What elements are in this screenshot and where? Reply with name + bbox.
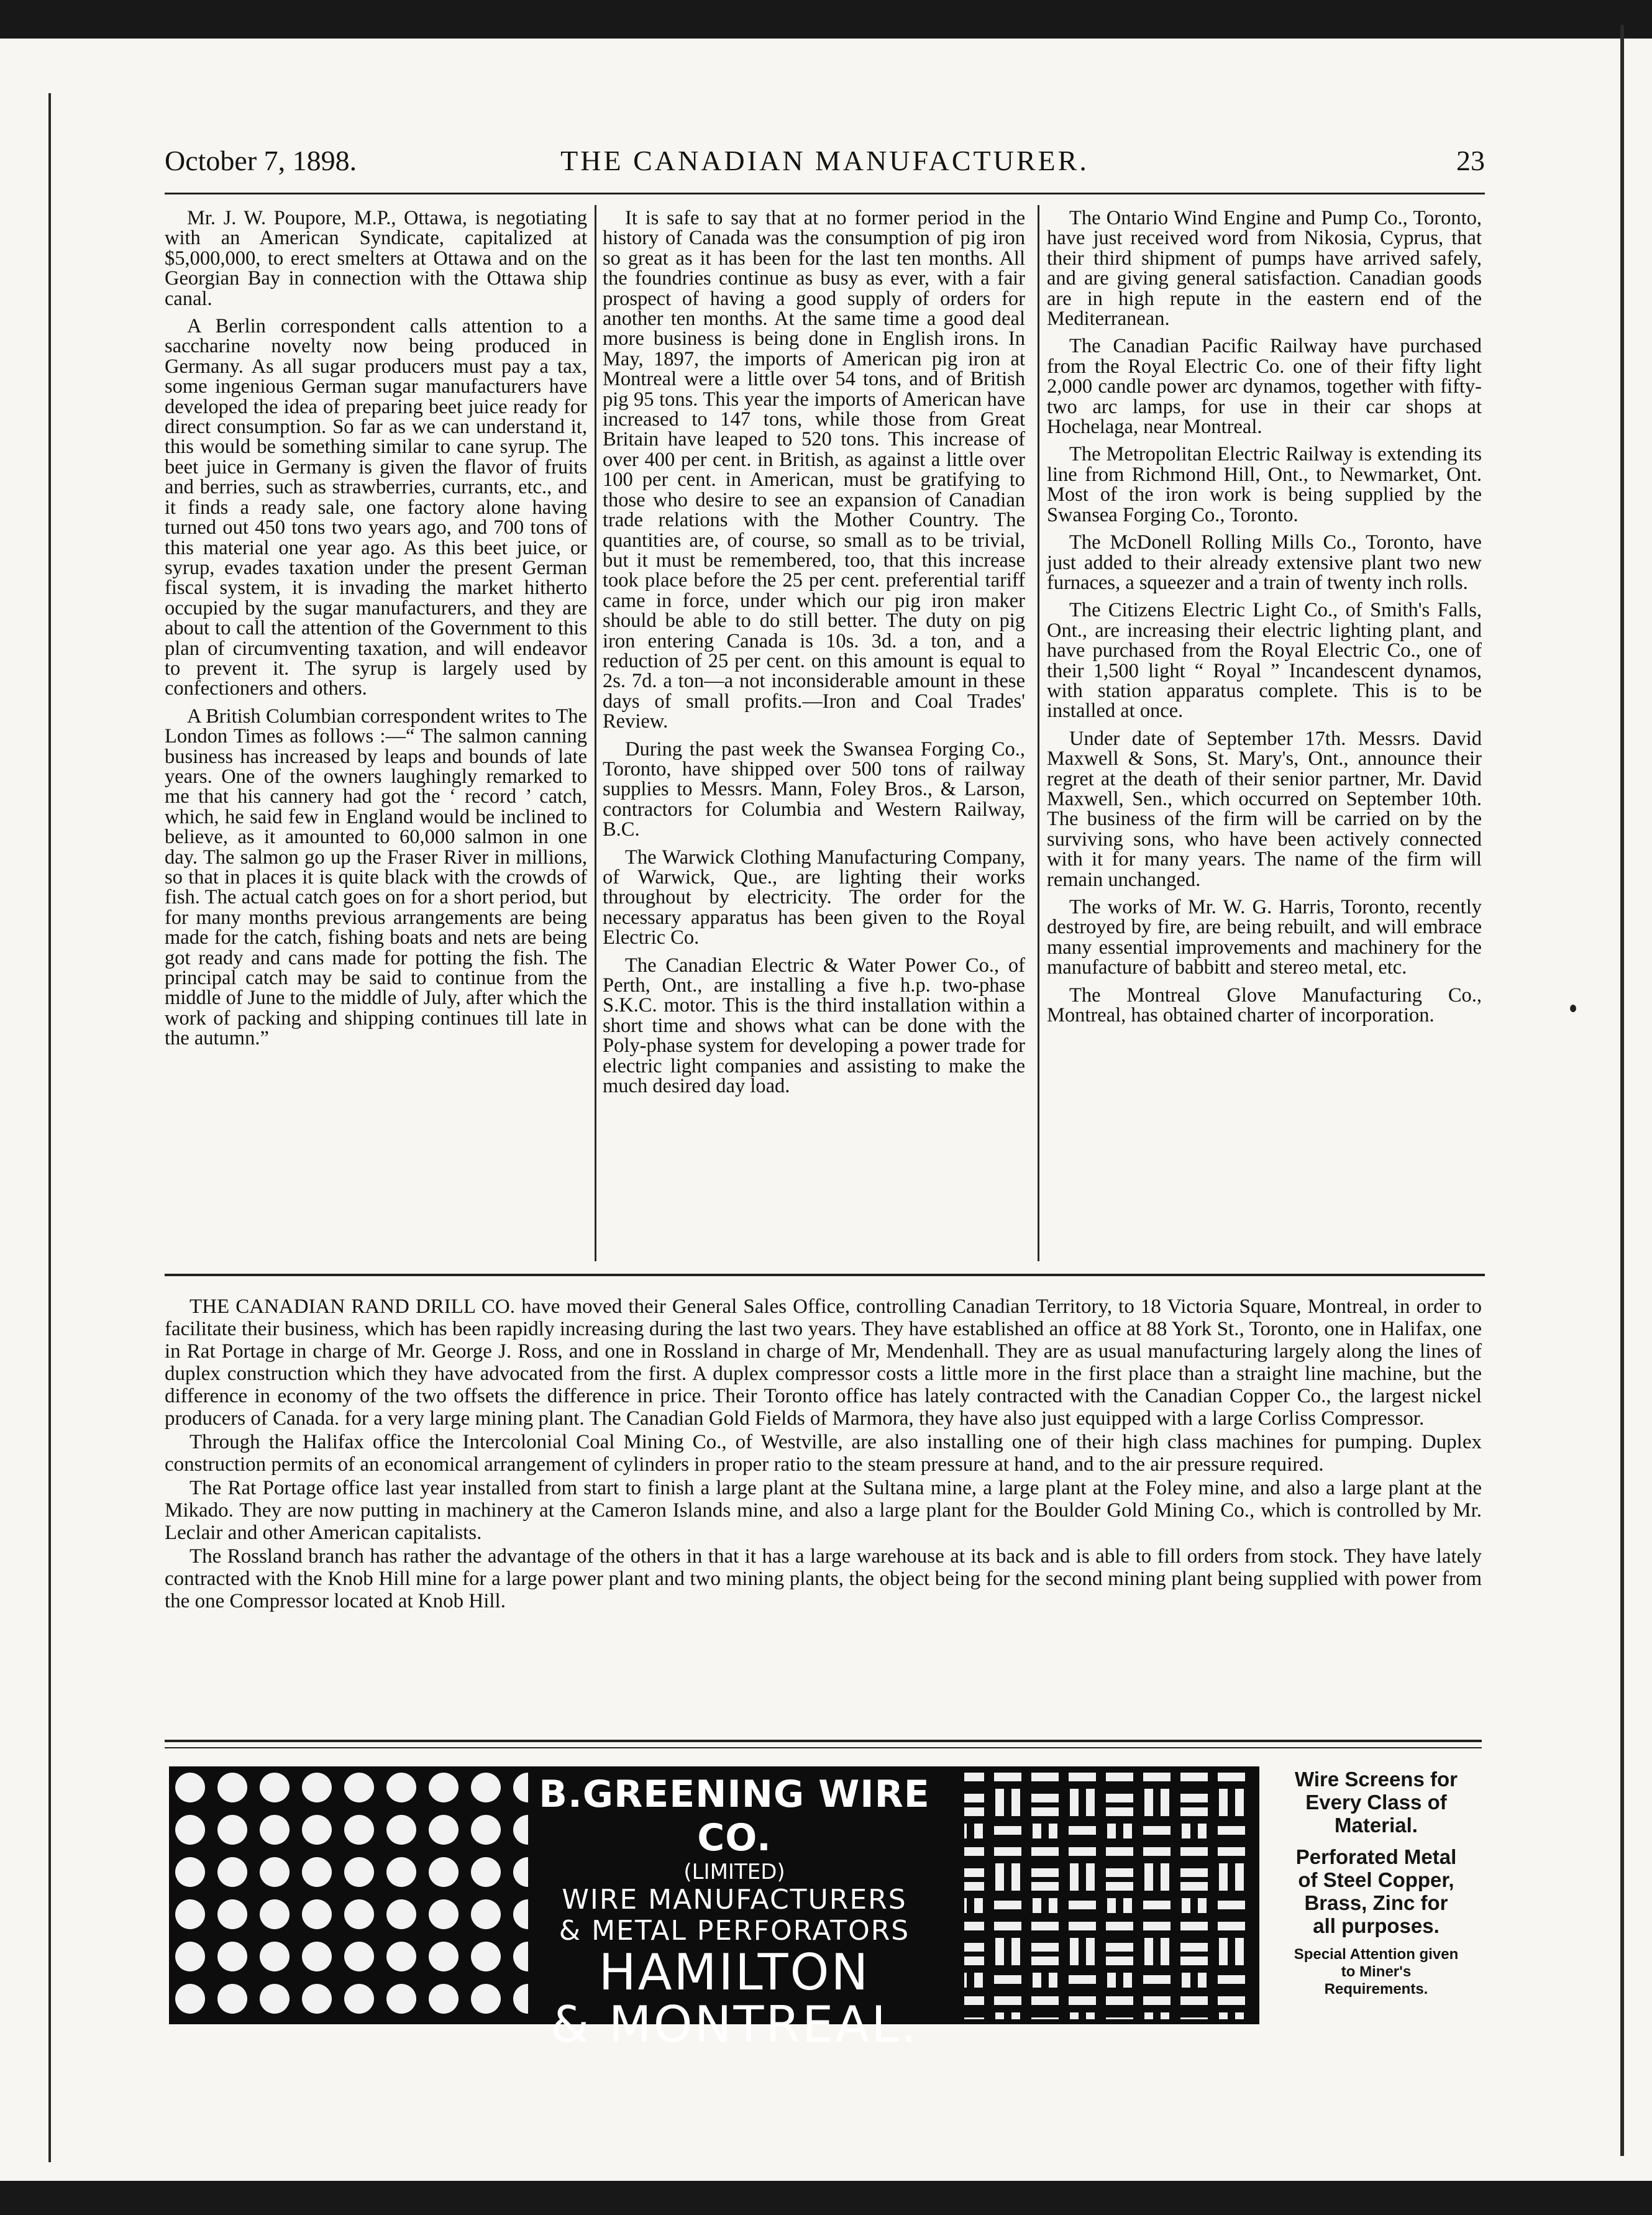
column-right xyxy=(1047,208,1482,1264)
news-item: It is safe to say that at no former period in the history of Canada was the consumption of pig iron so great as it has been for the last ten months. All the foundries continue as busy as ever, with a fair prospect of having a good supply of orders for another ten months. At the same time a good deal more business is being done in English irons. In May, 1897, the imports of American pig iron at Montreal were a little over 54 tons, and of British pig 95 tons. This year the imports of American have increased to 147 tons, while those from Great Britain have leaped to 520 tons. This increase of over 400 per cent. in British, as against a little over 100 per cent. in American, must be gratifying to those who desire to see an expansion of Canadian trade relations with the Mother Country. The quantities are, of course, so small as to be trivial, but it must be remembered, too, that this increase took place before the 25 per cent. preferential tariff came in force, under which our pig iron maker should be able to do still better. The duty on pig iron entering Canada is 10s. 3d. a ton, and a reduction of 25 per cent. on this amount is equal to 2s. 7d. a ton—a not inconsiderable amount in these days of small profits.—Iron and Coal Trades' Review. xyxy=(603,207,1025,733)
ad-city-hamilton: HAMILTON xyxy=(598,1943,870,2001)
column-middle xyxy=(603,208,1025,1264)
page-edge-left xyxy=(48,93,51,2162)
ad-city-montreal: & MONTREAL. xyxy=(550,1996,919,2053)
news-item: The works of Mr. W. G. Harris, Toronto, recently destroyed by fire, are being rebuilt, and will embrace many essential improvements and machinery for the manufacture of babbitt and stereo metal, etc. xyxy=(1047,896,1482,979)
article-paragraph: Through the Halifax office the Intercolonial Coal Mining Co., of Westville, are also installing one of their high class machines for pumping. Duplex construction permits of an economical arrangement of cylinders in proper ratio to the steam pressure at hand, and to the air pressure required. xyxy=(165,1431,1482,1476)
news-item: The Citizens Electric Light Co., of Smith's Falls, Ont., are increasing their electric lighting plant, and have purchased from the Royal Electric Co., one of their 1,500 light “ Royal ” Incandescent dynamos, with station apparatus complete. This is to be installed at once. xyxy=(1047,599,1482,723)
ad-limited: (LIMITED) xyxy=(683,1860,785,1884)
ad-rule-top xyxy=(165,1740,1482,1742)
page-edge-right xyxy=(1620,25,1624,2156)
running-head xyxy=(165,144,1485,181)
news-item: The Montreal Glove Manufacturing Co., Montreal, has obtained charter of incorporation. xyxy=(1047,984,1482,1027)
news-item: The Metropolitan Electric Railway is extending its line from Richmond Hill, Ont., to Newmarket, Ont. Most of the iron work is being supplied by the Swansea Forging Co., Toronto. xyxy=(1047,443,1482,526)
ad-company-name: B.GREENING WIRE CO. xyxy=(539,1773,930,1860)
column-left xyxy=(165,208,587,1264)
ad-rule-top-thin xyxy=(165,1747,1482,1748)
article-paragraph: THE CANADIAN RAND DRILL CO. have moved their General Sales Office, controlling Canadian Territory, to 18 Victoria Square, Montreal, in order to facilitate their business, which has been rapidly increasing during the last two years. They have established an office at 88 York St., Toronto, one in Halifax, one in Rat Portage in charge of Mr. George J. Ross, and one in Rossland in charge of Mr, Mendenhall. They are as usual manufacturing largely along the lines of duplex construction which they have advocated from the first. A duplex compressor costs a little more in the first place than a straight line machine, but the difference in economy of the two offsets the difference in price. Their Toronto office has lately contracted with the Canadian Copper Co., the largest nickel producers of Canada. for a very large mining plant. The Canadian Gold Fields of Marmora, they have also just equipped with a large Corliss Compressor. xyxy=(165,1295,1482,1430)
news-item: Mr. J. W. Poupore, M.P., Ottawa, is negotiating with an American Syndicate, capitalized at $5,000,000, to erect smelters at Ottawa and on the Georgian Bay in connection with the Ottawa ship canal. xyxy=(165,207,587,310)
article-paragraph: The Rat Portage office last year installed from start to finish a large plant at the Sultana mine, a large plant at the Foley mine, and also a large plant at the Mikado. They are now putting in machinery at the Cameron Islands mine, and also a large plant for the Boulder Gold Mining Co., which is controlled by Mr. Leclair and other American capitalists. xyxy=(165,1477,1482,1544)
news-item: A British Columbian correspondent writes to The London Times as follows :—“ The salmon canning business has increased by leaps and bounds of late years. One of the owners laughingly remarked to me that his cannery had got the ‘ record ’ catch, which, he said few in England would be inclined to believe, as it amounted to 60,000 salmon in one day. The salmon go up the Fraser River in millions, so that in places it is quite black with the crowds of fish. The actual catch goes on for a short period, but for many months previous arrangements are being made for the catch, fishing boats and nets are being got ready and cans made for potting the fish. The principal catch may be said to continue from the middle of June to the middle of July, after which the work of packing and shipping continues till late in the autumn.” xyxy=(165,705,587,1050)
news-item: The McDonell Rolling Mills Co., Toronto, have just added to their already extensive plant two new furnaces, a squeezer and a train of twenty inch rolls. xyxy=(1047,531,1482,594)
scan-edge-bottom xyxy=(0,2181,1652,2215)
news-item: During the past week the Swansea Forging Co., Toronto, have shipped over 500 tons of railway supplies to Messrs. Mann, Foley Bros., & Larson, contractors for Columbia and Western Railway, B.C. xyxy=(603,738,1025,841)
news-item: The Canadian Pacific Railway have purchased from the Royal Electric Co. one of their fifty light 2,000 candle power arc dynamos, together with fifty-two arc lamps, for use in their car shops at Hochelaga, near Montreal. xyxy=(1047,335,1482,439)
ad-line-manufacturers: WIRE MANUFACTURERS xyxy=(562,1884,907,1916)
news-item: Under date of September 17th. Messrs. David Maxwell & Sons, St. Mary's, Ont., announce their regret at the death of their senior partner, Mr. David Maxwell, Sen., which occurred on September 10th. The business of the firm will be carried on by the surviving sons, who have been actively connected with it for many years. The name of the firm will remain unchanged. xyxy=(1047,727,1482,891)
margin-speck xyxy=(1570,1005,1576,1012)
ad-line-perforators: & METAL PERFORATORS xyxy=(559,1915,910,1947)
column-divider xyxy=(1038,205,1039,1261)
ad-text-block xyxy=(517,1773,952,2053)
rand-drill-article xyxy=(165,1295,1482,1724)
publication-title: THE CANADIAN MANUFACTURER. xyxy=(560,145,1089,176)
header-rule xyxy=(165,193,1485,194)
scan-edge-top xyxy=(0,0,1652,39)
side-ad-wire-screens: Wire Screens for Every Class of Material. xyxy=(1295,1768,1458,1837)
article-paragraph: The Rossland branch has rather the advantage of the others in that it has a large warehouse at its back and is able to fill orders from stock. They have lately contracted with the Knob Hill mine for a large power plant and two mining plants, the object being for the second mining plant being supplied with power from the one Compressor located at Knob Hill. xyxy=(165,1545,1482,1612)
news-item: The Ontario Wind Engine and Pump Co., Toronto, have just received word from Nikosia, Cyprus, that their third shipment of pumps have arrived safely, and are giving general satisfaction. Canadian goods are in high repute in the eastern end of the Mediterranean. xyxy=(1047,207,1482,331)
side-advertisement xyxy=(1292,1768,1460,1998)
issue-date: October 7, 1898. xyxy=(165,145,357,176)
section-rule xyxy=(165,1274,1485,1276)
side-ad-special-attention: Special Attention given to Miner's Requirements. xyxy=(1294,1946,1459,1998)
news-item: The Canadian Electric & Water Power Co., of Perth, Ont., are installing a five h.p. two-phase S.K.C. motor. This is the third installation within a short time and shows what can be done with the Poly-phase system for developing a power trade for electric light companies and assisting to make the much desired day load. xyxy=(603,954,1025,1098)
column-divider xyxy=(595,205,596,1261)
greening-wire-advertisement xyxy=(169,1766,1259,2053)
news-item: The Warwick Clothing Manufacturing Company, of Warwick, Que., are lighting their works throughout by electricity. The order for the necessary apparatus has been given to the Royal Electric Co. xyxy=(603,846,1025,949)
news-item: A Berlin correspondent calls attention to a saccharine novelty now being produced in Germany. As all sugar producers must pay a tax, some ingenious German sugar manufacturers have developed the idea of preparing beet juice ready for direct consumption. So far as we can understand it, this would be something similar to cane syrup. The beet juice in Germany is given the flavor of fruits and berries, such as strawberries, currants, etc., and it finds a ready sale, one factory alone having turned out 450 tons two years ago, and 700 tons of this material one year ago. As this beet juice, or syrup, evades taxation under the present German fiscal system, it is invading the market hitherto occupied by the sugar manufacturers, and they are about to call the attention of the Government to this plan of circumventing taxation, and will endeavor to prevent it. The syrup is largely used by confectioners and others. xyxy=(165,315,587,700)
page-number: 23 xyxy=(1456,145,1485,176)
side-ad-perforated-metal: Perforated Metal of Steel Copper, Brass, Zinc for all purposes. xyxy=(1295,1845,1457,1937)
